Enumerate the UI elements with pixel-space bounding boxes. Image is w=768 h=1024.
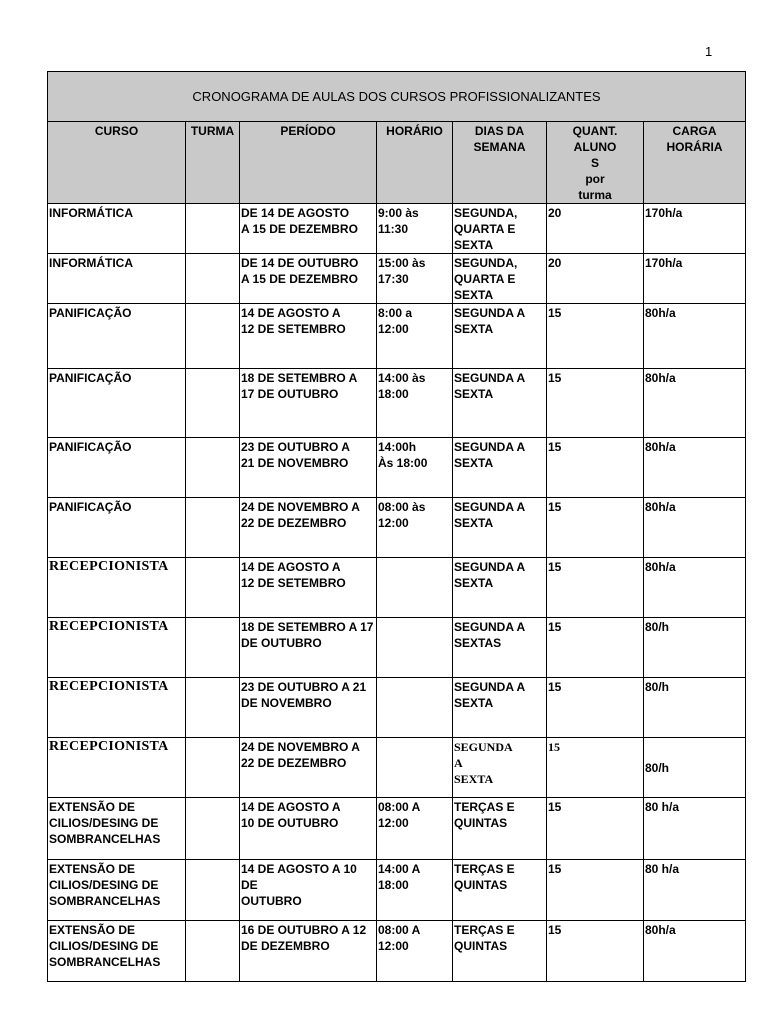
cell-dias: SEGUNDA A SEXTA (453, 304, 547, 369)
cell-carga: 170h/a (644, 204, 746, 254)
cell-quantidade: 15 (547, 618, 644, 678)
cell-turma (186, 438, 240, 498)
cell-periodo: 16 DE OUTUBRO A 12 DE DEZEMBRO (240, 921, 377, 982)
cell-horario (377, 618, 453, 678)
page-number: 1 (705, 44, 713, 59)
cell-periodo: 14 DE AGOSTO A 12 DE SETEMBRO (240, 558, 377, 618)
cell-carga: 80 h/a (644, 798, 746, 860)
table-row (48, 921, 746, 982)
cell-dias: SEGUNDA A SEXTA (453, 678, 547, 738)
table-row (48, 254, 746, 304)
cell-horario (377, 558, 453, 618)
cell-dias: SEGUNDA A SEXTAS (453, 618, 547, 678)
cell-turma (186, 498, 240, 558)
cell-curso: EXTENSÃO DE CILIOS/DESING DE SOMBRANCELHAS (48, 798, 186, 860)
cell-carga: 80h/a (644, 369, 746, 438)
cell-carga: 170h/a (644, 254, 746, 304)
cell-horario: 14:00 às 18:00 (377, 369, 453, 438)
table-row (48, 438, 746, 498)
cell-periodo: 24 DE NOVEMBRO A 22 DE DEZEMBRO (240, 738, 377, 798)
cell-horario: 9:00 às 11:30 (377, 204, 453, 254)
cell-curso: PANIFICAÇÃO (48, 438, 186, 498)
schedule-table (47, 71, 746, 982)
cell-quantidade: 15 (547, 921, 644, 982)
cell-dias: TERÇAS E QUINTAS (453, 860, 547, 921)
table-row (48, 558, 746, 618)
cell-periodo: 18 DE SETEMBRO A 17 DE OUTUBRO (240, 369, 377, 438)
table-title: CRONOGRAMA DE AULAS DOS CURSOS PROFISSIONALIZANTES (48, 72, 746, 122)
cell-quantidade: 15 (547, 558, 644, 618)
cell-periodo: 14 DE AGOSTO A 12 DE SETEMBRO (240, 304, 377, 369)
cell-curso: EXTENSÃO DE CILIOS/DESING DE SOMBRANCELHAS (48, 921, 186, 982)
cell-curso: RECEPCIONISTA (48, 558, 186, 618)
cell-periodo: 24 DE NOVEMBRO A 22 DE DEZEMBRO (240, 498, 377, 558)
cell-turma (186, 798, 240, 860)
cell-curso: EXTENSÃO DE CILIOS/DESING DE SOMBRANCELHAS (48, 860, 186, 921)
header-turma: TURMA (186, 122, 240, 204)
table-row (48, 618, 746, 678)
cell-carga: 80h/a (644, 438, 746, 498)
cell-horario (377, 678, 453, 738)
cell-horario: 08:00 A 12:00 (377, 798, 453, 860)
cell-quantidade: 15 (547, 860, 644, 921)
cell-turma (186, 254, 240, 304)
cell-carga: 80/h (644, 738, 746, 798)
cell-dias: TERÇAS E QUINTAS (453, 921, 547, 982)
header-dias: DIAS DA SEMANA (453, 122, 547, 204)
cell-dias: SEGUNDA A SEXTA (453, 438, 547, 498)
cell-horario: 08:00 às 12:00 (377, 498, 453, 558)
header-carga: CARGA HORÁRIA (644, 122, 746, 204)
cell-horario: 15:00 às 17:30 (377, 254, 453, 304)
cell-dias: SEGUNDA, QUARTA E SEXTA (453, 254, 547, 304)
cell-dias: SEGUNDA, QUARTA E SEXTA (453, 204, 547, 254)
cell-periodo: DE 14 DE AGOSTO A 15 DE DEZEMBRO (240, 204, 377, 254)
cell-turma (186, 678, 240, 738)
cell-turma (186, 738, 240, 798)
cell-horario: 14:00 A 18:00 (377, 860, 453, 921)
cell-dias: SEGUNDA A SEXTA (453, 498, 547, 558)
cell-curso: PANIFICAÇÃO (48, 304, 186, 369)
cell-dias: SEGUNDA A SEXTA (453, 558, 547, 618)
cell-quantidade: 20 (547, 204, 644, 254)
cell-curso: PANIFICAÇÃO (48, 498, 186, 558)
header-periodo: PERÍODO (240, 122, 377, 204)
cell-turma (186, 304, 240, 369)
cell-turma (186, 921, 240, 982)
cell-carga: 80 h/a (644, 860, 746, 921)
cell-horario (377, 738, 453, 798)
cell-quantidade: 15 (547, 498, 644, 558)
table-row (48, 678, 746, 738)
table-row (48, 738, 746, 798)
cell-periodo: DE 14 DE OUTUBRO A 15 DE DEZEMBRO (240, 254, 377, 304)
cell-quantidade: 20 (547, 254, 644, 304)
cell-curso: RECEPCIONISTA (48, 678, 186, 738)
cell-turma (186, 558, 240, 618)
cell-horario: 08:00 A 12:00 (377, 921, 453, 982)
table-row (48, 304, 746, 369)
cell-quantidade: 15 (547, 678, 644, 738)
cell-curso: INFORMÁTICA (48, 254, 186, 304)
cell-turma (186, 204, 240, 254)
cell-periodo: 23 DE OUTUBRO A 21 DE NOVEMBRO (240, 438, 377, 498)
cell-periodo: 14 DE AGOSTO A 10 DE OUTUBRO (240, 860, 377, 921)
cell-periodo: 14 DE AGOSTO A 10 DE OUTUBRO (240, 798, 377, 860)
cell-turma (186, 369, 240, 438)
cell-quantidade: 15 (547, 798, 644, 860)
cell-dias: SEGUNDA A SEXTA (453, 369, 547, 438)
cell-carga: 80/h (644, 678, 746, 738)
cell-turma (186, 618, 240, 678)
table-row (48, 204, 746, 254)
cell-curso: RECEPCIONISTA (48, 618, 186, 678)
cell-periodo: 18 DE SETEMBRO A 17 DE OUTUBRO (240, 618, 377, 678)
header-quantidade: QUANT. ALUNO S por turma (547, 122, 644, 204)
table-row (48, 369, 746, 438)
cell-quantidade: 15 (547, 369, 644, 438)
table-row (48, 498, 746, 558)
header-row (48, 122, 746, 204)
cell-carga: 80/h (644, 618, 746, 678)
cell-carga: 80h/a (644, 498, 746, 558)
cell-curso: INFORMÁTICA (48, 204, 186, 254)
header-horario: HORÁRIO (377, 122, 453, 204)
cell-dias: SEGUNDA A SEXTA (453, 738, 547, 798)
cell-carga: 80h/a (644, 304, 746, 369)
header-curso: CURSO (48, 122, 186, 204)
cell-horario: 8:00 a 12:00 (377, 304, 453, 369)
cell-dias: TERÇAS E QUINTAS (453, 798, 547, 860)
table-row (48, 860, 746, 921)
cell-periodo: 23 DE OUTUBRO A 21 DE NOVEMBRO (240, 678, 377, 738)
cell-turma (186, 860, 240, 921)
cell-quantidade: 15 (547, 438, 644, 498)
cell-horario: 14:00h Às 18:00 (377, 438, 453, 498)
cell-quantidade: 15 (547, 738, 644, 798)
table-row (48, 798, 746, 860)
cell-carga: 80h/a (644, 921, 746, 982)
cell-carga: 80h/a (644, 558, 746, 618)
cell-curso: PANIFICAÇÃO (48, 369, 186, 438)
cell-curso: RECEPCIONISTA (48, 738, 186, 798)
cell-quantidade: 15 (547, 304, 644, 369)
